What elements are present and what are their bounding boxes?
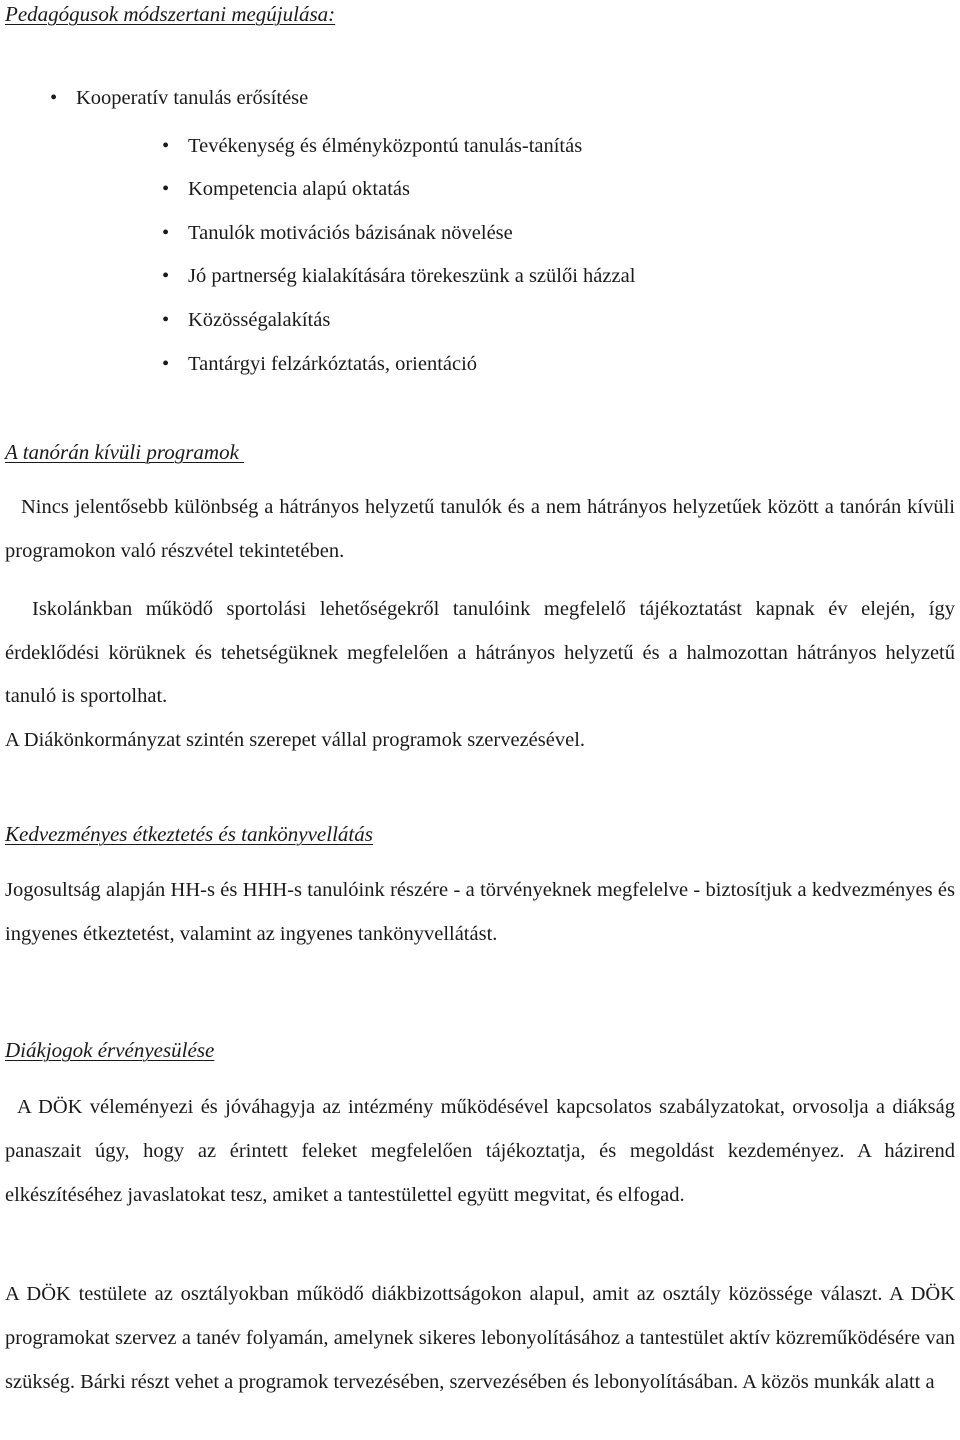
bullet-sub-item — [162, 309, 331, 332]
paragraph-student-council: A Diákönkormányzat szintén szerepet vállal programok szervezésével. — [5, 729, 586, 751]
bullet-sub-item — [162, 222, 513, 245]
bullet-icon: • — [162, 222, 170, 244]
bullet-icon: • — [162, 135, 170, 157]
paragraph-sports: Iskolánkban működő sportolási lehetőségekről tanulóink megfelelő tájékoztatást kapnak év elején, így érdeklődési körüknek és tehetségüknek megfelelően a hátrányos helyzetű és a halmozottan hátrányos helyzetű tanuló is sportolhat. — [5, 598, 955, 707]
heading-methodology: Pedagógusok módszertani megújulása: — [5, 2, 336, 26]
bullet-main-item — [50, 87, 309, 110]
heading-extracurricular: A tanórán kívüli programok — [5, 440, 245, 464]
bullet-sub-text: Kompetencia alapú oktatás — [188, 178, 410, 200]
bullet-sub-item — [162, 178, 410, 201]
bullet-sub-item — [162, 353, 478, 376]
bullet-sub-text: Tevékenység és élményközpontú tanulás-tanítás — [188, 135, 583, 157]
bullet-icon: • — [162, 309, 170, 331]
bullet-icon: • — [50, 87, 58, 109]
bullet-sub-text: Közösségalakítás — [188, 309, 331, 331]
bullet-icon: • — [162, 178, 170, 200]
paragraph-participation: Nincs jelentősebb különbség a hátrányos helyzetű tanulók és a nem hátrányos helyzetűek között a tanórán kívüli programokon való részvétel tekintetében. — [5, 496, 955, 562]
bullet-sub-item — [162, 135, 583, 158]
bullet-icon: • — [162, 265, 170, 287]
paragraph-meals: Jogosultság alapján HH-s és HHH-s tanulóink részére - a törvényeknek megfelelve - biztosítjuk a kedvezményes és ingyenes étkeztetést, valamint az ingyenes tankönyvellátást. — [5, 879, 955, 945]
bullet-sub-item — [162, 265, 636, 288]
heading-meals-textbooks: Kedvezményes étkeztetés és tankönyvellátás — [5, 822, 373, 846]
bullet-main-text: Kooperatív tanulás erősítése — [76, 87, 309, 109]
paragraph-dok-body: A DÖK testülete az osztályokban működő diákbizottságokon alapul, amit az osztály közössége választ. A DÖK programokat szervez a tanév folyamán, amelynek sikeres lebonyolításához a tantestület aktív közreműködésére van szükség. Bárki részt vehet a programok tervezésében, szervezésében és lebonyolításában. A közös munkák alatt a — [5, 1283, 955, 1393]
bullet-sub-text: Jó partnerség kialakítására törekeszünk a szülői házzal — [188, 265, 636, 287]
bullet-sub-text: Tanulók motivációs bázisának növelése — [188, 222, 513, 244]
heading-student-rights: Diákjogok érvényesülése — [5, 1038, 215, 1062]
bullet-icon: • — [162, 353, 170, 375]
bullet-sub-text: Tantárgyi felzárkóztatás, orientáció — [188, 353, 478, 375]
paragraph-dok-review: A DÖK véleményezi és jóváhagyja az intézmény működésével kapcsolatos szabályzatokat, orvosolja a diákság panaszait úgy, hogy az érintett feleket megfelelően tájékoztatja, és megoldást kezdeményez. A házirend elkészítéséhez javaslatokat tesz, amiket a tantestülettel együtt megvitat, és elfogad. — [5, 1096, 955, 1206]
